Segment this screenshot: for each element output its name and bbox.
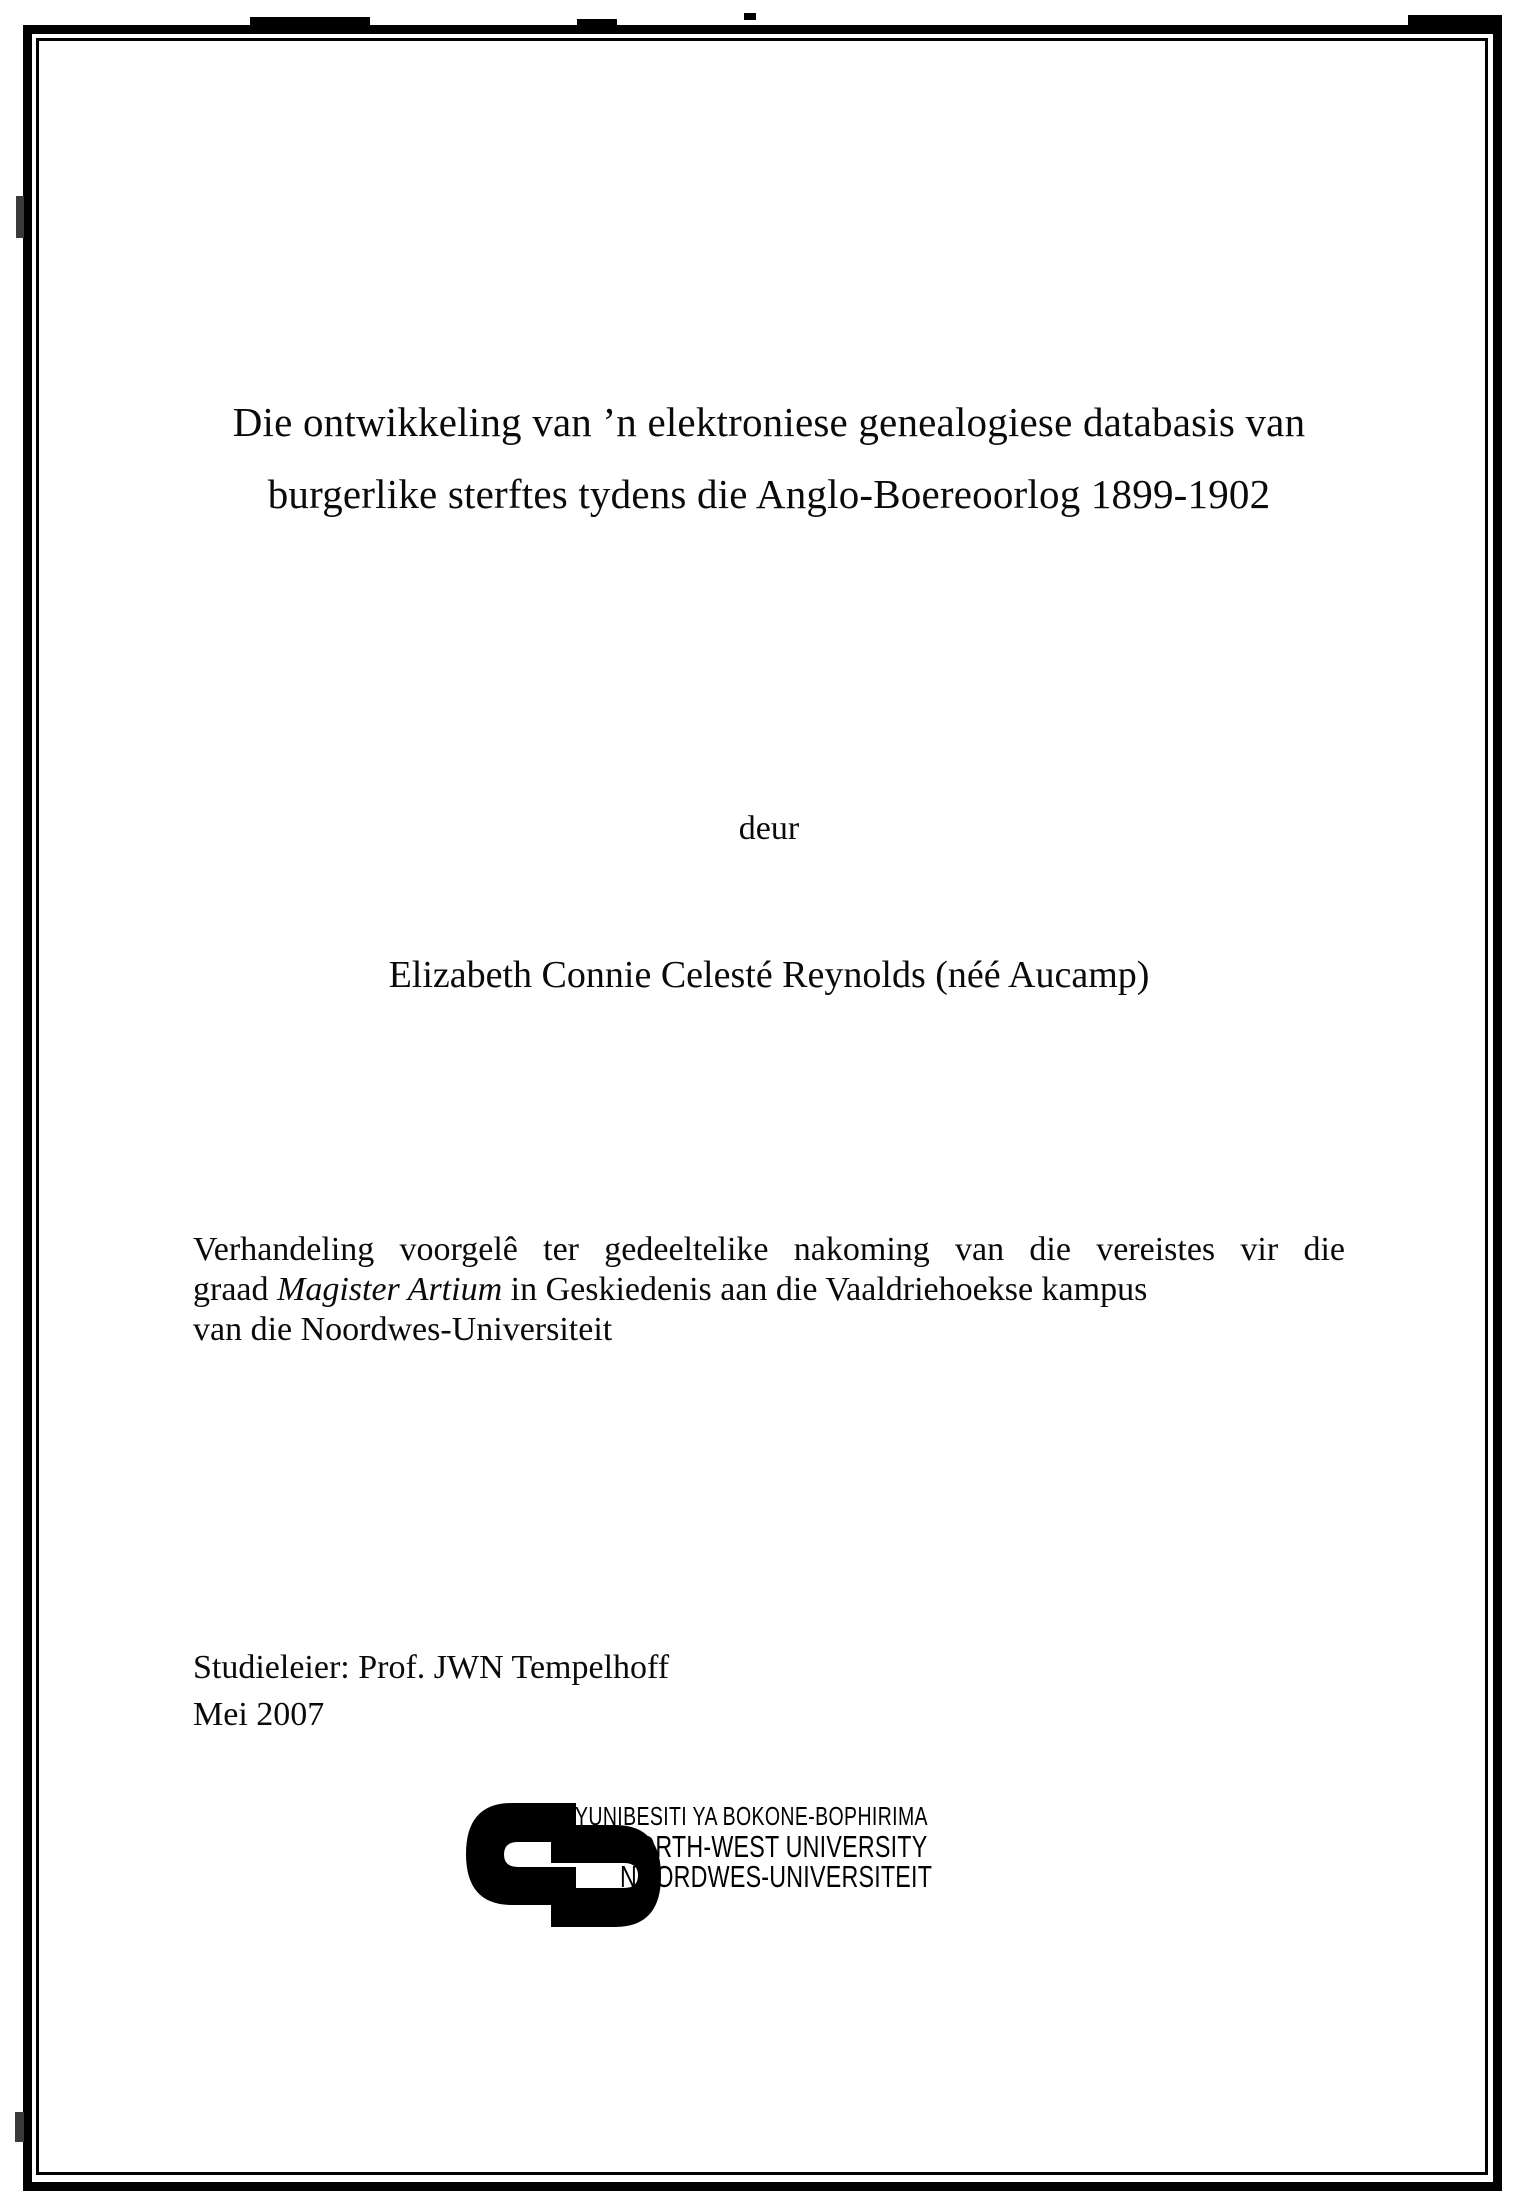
degree-statement-line-1: Verhandeling voorgelê ter gedeeltelike nakoming van die vereistes vir die: [193, 1231, 1345, 1268]
author-name: Elizabeth Connie Celesté Reynolds (néé Aucamp): [388, 954, 1150, 996]
supervisor-block: [193, 1644, 669, 1738]
degree-statement-line-2-prefix: graad: [193, 1271, 278, 1308]
degree-title-italic: Magister Artium: [277, 1271, 503, 1308]
scan-artifact: [1408, 15, 1502, 26]
scan-artifact: [16, 196, 24, 238]
nwu-logo-wordmark: [575, 1800, 932, 1892]
byline-deur: deur: [738, 810, 800, 847]
logo-name-english: NORTH-WEST UNIVERSITY: [620, 1829, 928, 1864]
logo-name-setswana: YUNIBESITI YA BOKONE-BOPHIRIMA: [575, 1801, 928, 1831]
scan-artifact: [250, 17, 370, 26]
degree-statement: [193, 1230, 1345, 1350]
scan-artifact: [15, 2112, 24, 2142]
date-line: Mei 2007: [193, 1696, 325, 1733]
degree-statement-line-2-suffix: in Geskiedenis aan die Vaaldriehoekse kampus: [502, 1271, 1148, 1308]
scan-artifact: [744, 13, 756, 20]
supervisor-line: Studieleier: Prof. JWN Tempelhoff: [193, 1649, 670, 1686]
thesis-title-line-2: burgerlike sterftes tydens die Anglo-Boereoorlog 1899-1902: [267, 471, 1271, 517]
thesis-title-line-1: Die ontwikkeling van ’n elektroniese genealogiese databasis van: [232, 399, 1306, 445]
logo-name-afrikaans: NOORDWES-UNIVERSITEIT: [620, 1859, 933, 1894]
scan-artifact: [577, 19, 617, 26]
degree-statement-line-3: van die Noordwes-Universiteit: [193, 1311, 613, 1348]
degree-statement-line-2: [193, 1270, 1345, 1310]
